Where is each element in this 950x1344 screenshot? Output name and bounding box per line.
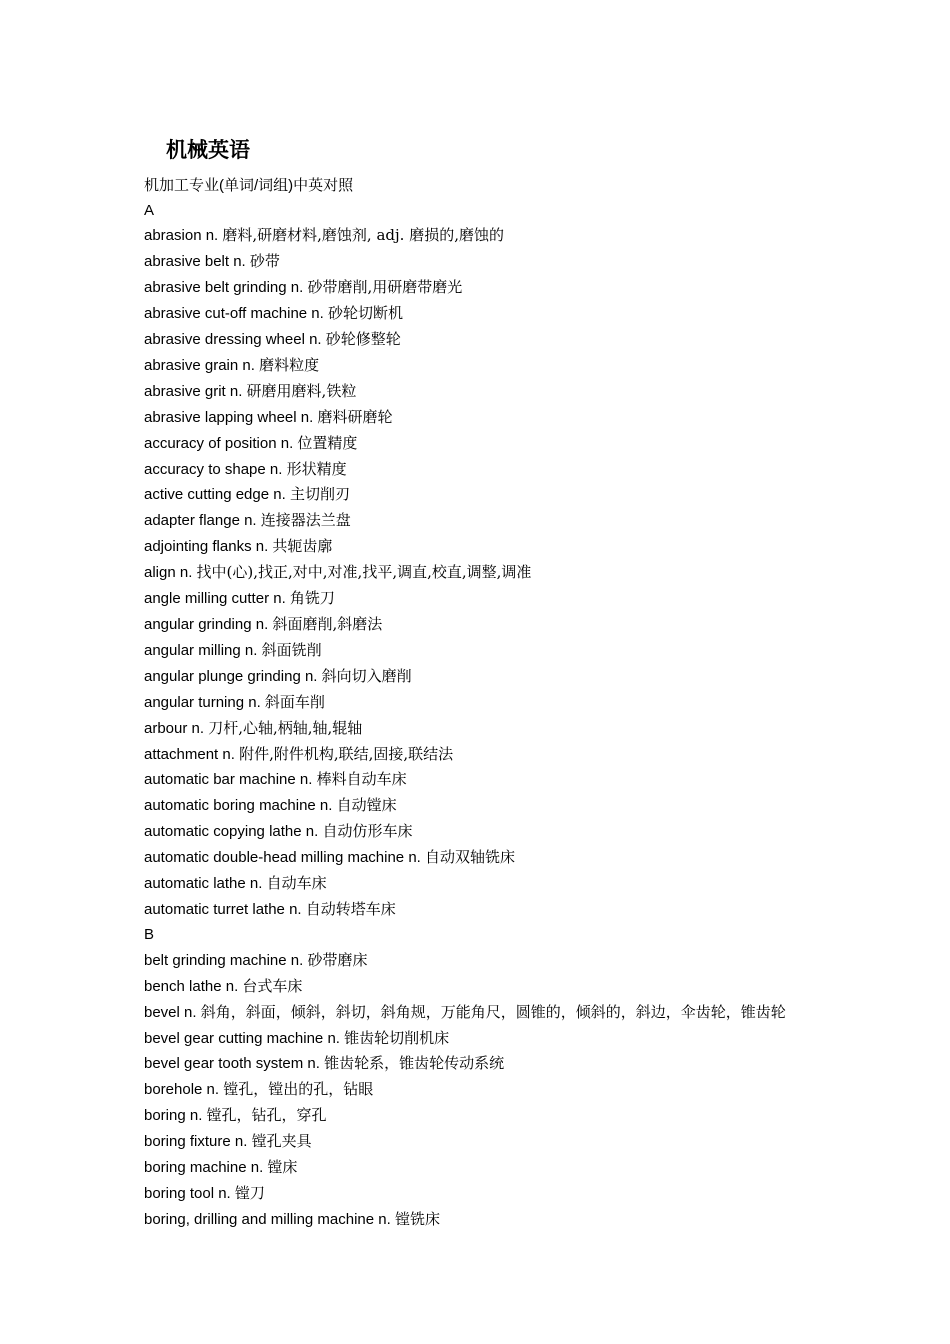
entry-translation: 研磨用磨料,铁粒 — [246, 381, 357, 400]
entry-translation: 主切削刃 — [289, 485, 350, 504]
entry-translation: 磨料,研磨材料,磨蚀剂, adj. 磨损的,磨蚀的 — [222, 226, 504, 245]
glossary-entry — [144, 638, 806, 664]
entry-translation: 附件,附件机构,联结,固接,联结法 — [239, 744, 454, 763]
entry-term: boring, drilling and milling machine n. — [144, 1210, 395, 1228]
entry-translation: 棒料自动车床 — [316, 770, 407, 789]
entry-term: accuracy of position n. — [144, 434, 298, 452]
glossary-entry — [144, 508, 806, 534]
glossary-entry — [144, 275, 806, 301]
glossary-entry — [144, 379, 806, 405]
glossary-entry — [144, 793, 806, 819]
entry-term: abrasive belt n. — [144, 253, 250, 271]
glossary-entry — [144, 586, 806, 612]
glossary-entry — [144, 534, 806, 560]
entry-term: automatic boring machine n. — [144, 797, 337, 815]
entry-term: adapter flange n. — [144, 512, 261, 530]
glossary-entry — [144, 482, 806, 508]
glossary-entry — [144, 897, 806, 923]
entry-term: abrasive lapping wheel n. — [144, 408, 318, 426]
glossary-entry — [144, 948, 806, 974]
entry-term: align n. — [144, 564, 197, 582]
glossary-entry — [144, 871, 806, 897]
entry-translation: 砂带磨床 — [307, 950, 368, 969]
glossary-entry — [144, 845, 806, 871]
entry-translation: 斜角，斜面，倾斜，斜切，斜角规，万能角尺，圆锥的，倾斜的，斜边，伞齿轮，锥齿轮 — [200, 1002, 786, 1021]
glossary-entry — [144, 690, 806, 716]
entry-term: automatic turret lathe n. — [144, 900, 306, 918]
glossary-entry — [144, 1155, 806, 1181]
glossary-entry — [144, 1181, 806, 1207]
entry-translation: 斜面车削 — [264, 692, 325, 711]
glossary-entry — [144, 742, 806, 768]
entry-term: abrasive grit n. — [144, 382, 247, 400]
entry-term: angular milling n. — [144, 641, 262, 659]
entry-term: abrasive grain n. — [144, 356, 260, 374]
entry-term: bevel gear cutting machine n. — [144, 1029, 345, 1047]
entry-term: attachment n. — [144, 745, 240, 763]
entry-term: boring tool n. — [144, 1184, 235, 1202]
glossary-entry — [144, 353, 806, 379]
glossary-entry — [144, 664, 806, 690]
entry-translation: 找中(心),找正,对中,对准,找平,调直,校直,调整,调准 — [196, 563, 532, 582]
entry-translation: 形状精度 — [286, 459, 347, 478]
glossary-entry — [144, 301, 806, 327]
glossary-entry — [144, 223, 806, 249]
glossary-entry — [144, 405, 806, 431]
entry-term: borehole n. — [144, 1081, 224, 1099]
glossary-entry — [144, 249, 806, 275]
entry-translation: 斜向切入磨削 — [321, 666, 412, 685]
glossary-entry — [144, 431, 806, 457]
entry-term: automatic double-head milling machine n. — [144, 849, 425, 867]
glossary-entry — [144, 716, 806, 742]
entry-translation: 砂带 — [249, 252, 280, 271]
entry-term: angle milling cutter n. — [144, 590, 290, 608]
entry-translation: 砂轮修整轮 — [325, 330, 401, 349]
glossary-entry — [144, 819, 806, 845]
glossary-entry — [144, 1026, 806, 1052]
entry-translation: 镗孔夹具 — [251, 1132, 312, 1151]
glossary-list — [144, 199, 806, 1233]
section-letter: B — [144, 925, 155, 943]
entry-term: bench lathe n. — [144, 977, 243, 995]
entry-term: angular plunge grinding n. — [144, 667, 322, 685]
entry-translation: 锥齿轮切削机床 — [344, 1028, 450, 1047]
entry-translation: 位置精度 — [297, 433, 358, 452]
entry-term: boring machine n. — [144, 1159, 268, 1177]
document-subtitle: 机加工专业(单词/词组)中英对照 — [144, 177, 354, 194]
entry-translation: 镗床 — [267, 1158, 298, 1177]
entry-translation: 磨料研磨轮 — [317, 407, 393, 426]
glossary-entry — [144, 1077, 806, 1103]
glossary-entry — [144, 1103, 806, 1129]
glossary-entry — [144, 612, 806, 638]
entry-term: adjointing flanks n. — [144, 538, 273, 556]
entry-term: bevel n. — [144, 1003, 201, 1021]
glossary-entry — [144, 560, 806, 586]
entry-term: angular turning n. — [144, 693, 265, 711]
entry-term: accuracy to shape n. — [144, 460, 287, 478]
entry-translation: 自动仿形车床 — [322, 822, 413, 841]
entry-translation: 砂带磨削,用研磨带磨光 — [307, 278, 463, 297]
entry-term: boring n. — [144, 1107, 207, 1125]
entry-translation: 镗孔，镗出的孔，钻眼 — [223, 1080, 374, 1099]
entry-translation: 角铣刀 — [289, 589, 335, 608]
entry-term: angular grinding n. — [144, 616, 273, 633]
entry-term: automatic bar machine n. — [144, 771, 317, 789]
entry-term: boring fixture n. — [144, 1133, 252, 1151]
entry-translation: 连接器法兰盘 — [260, 511, 351, 530]
entry-translation: 斜面铣削 — [261, 640, 322, 659]
entry-translation: 镗铣床 — [394, 1209, 440, 1228]
entry-translation: 自动镗床 — [336, 796, 397, 815]
entry-translation: 镗刀 — [234, 1183, 265, 1202]
glossary-entry — [144, 767, 806, 793]
entry-term: automatic copying lathe n. — [144, 823, 323, 841]
glossary-entry — [144, 1207, 806, 1233]
entry-translation: 台式车床 — [242, 976, 303, 995]
entry-term: active cutting edge n. — [144, 486, 290, 504]
entry-term: automatic lathe n. — [144, 875, 267, 893]
entry-term: abrasive cut-off machine n. — [144, 305, 328, 323]
entry-translation: 镗孔，钻孔，穿孔 — [206, 1106, 327, 1125]
entry-translation: 刀杆,心轴,柄轴,轴,辊轴 — [208, 718, 363, 737]
entry-term: abrasion n. — [144, 227, 223, 245]
entry-term: bevel gear tooth system n. — [144, 1055, 325, 1073]
entry-translation: 砂轮切断机 — [327, 304, 403, 323]
entry-translation: 斜面磨削,斜磨法 — [272, 615, 383, 633]
entry-term: abrasive belt grinding n. — [144, 279, 308, 297]
document-title: 机械英语 — [166, 139, 250, 162]
glossary-entry — [144, 974, 806, 1000]
entry-translation: 锥齿轮系，锥齿轮传动系统 — [324, 1054, 505, 1073]
entry-translation: 自动转塔车床 — [305, 899, 396, 918]
entry-translation: 共轭齿廓 — [272, 537, 333, 556]
glossary-entry — [144, 1129, 806, 1155]
glossary-entry — [144, 1000, 806, 1026]
entry-term: abrasive dressing wheel n. — [144, 331, 326, 349]
glossary-entry — [144, 457, 806, 483]
entry-term: belt grinding machine n. — [144, 951, 308, 969]
glossary-entry — [144, 327, 806, 353]
entry-translation: 自动车床 — [266, 874, 327, 893]
section-letter: A — [144, 201, 155, 219]
entry-term: arbour n. — [144, 719, 209, 737]
entry-translation: 自动双轴铣床 — [425, 848, 516, 867]
entry-translation: 磨料粒度 — [259, 355, 320, 374]
glossary-entry — [144, 1051, 806, 1077]
